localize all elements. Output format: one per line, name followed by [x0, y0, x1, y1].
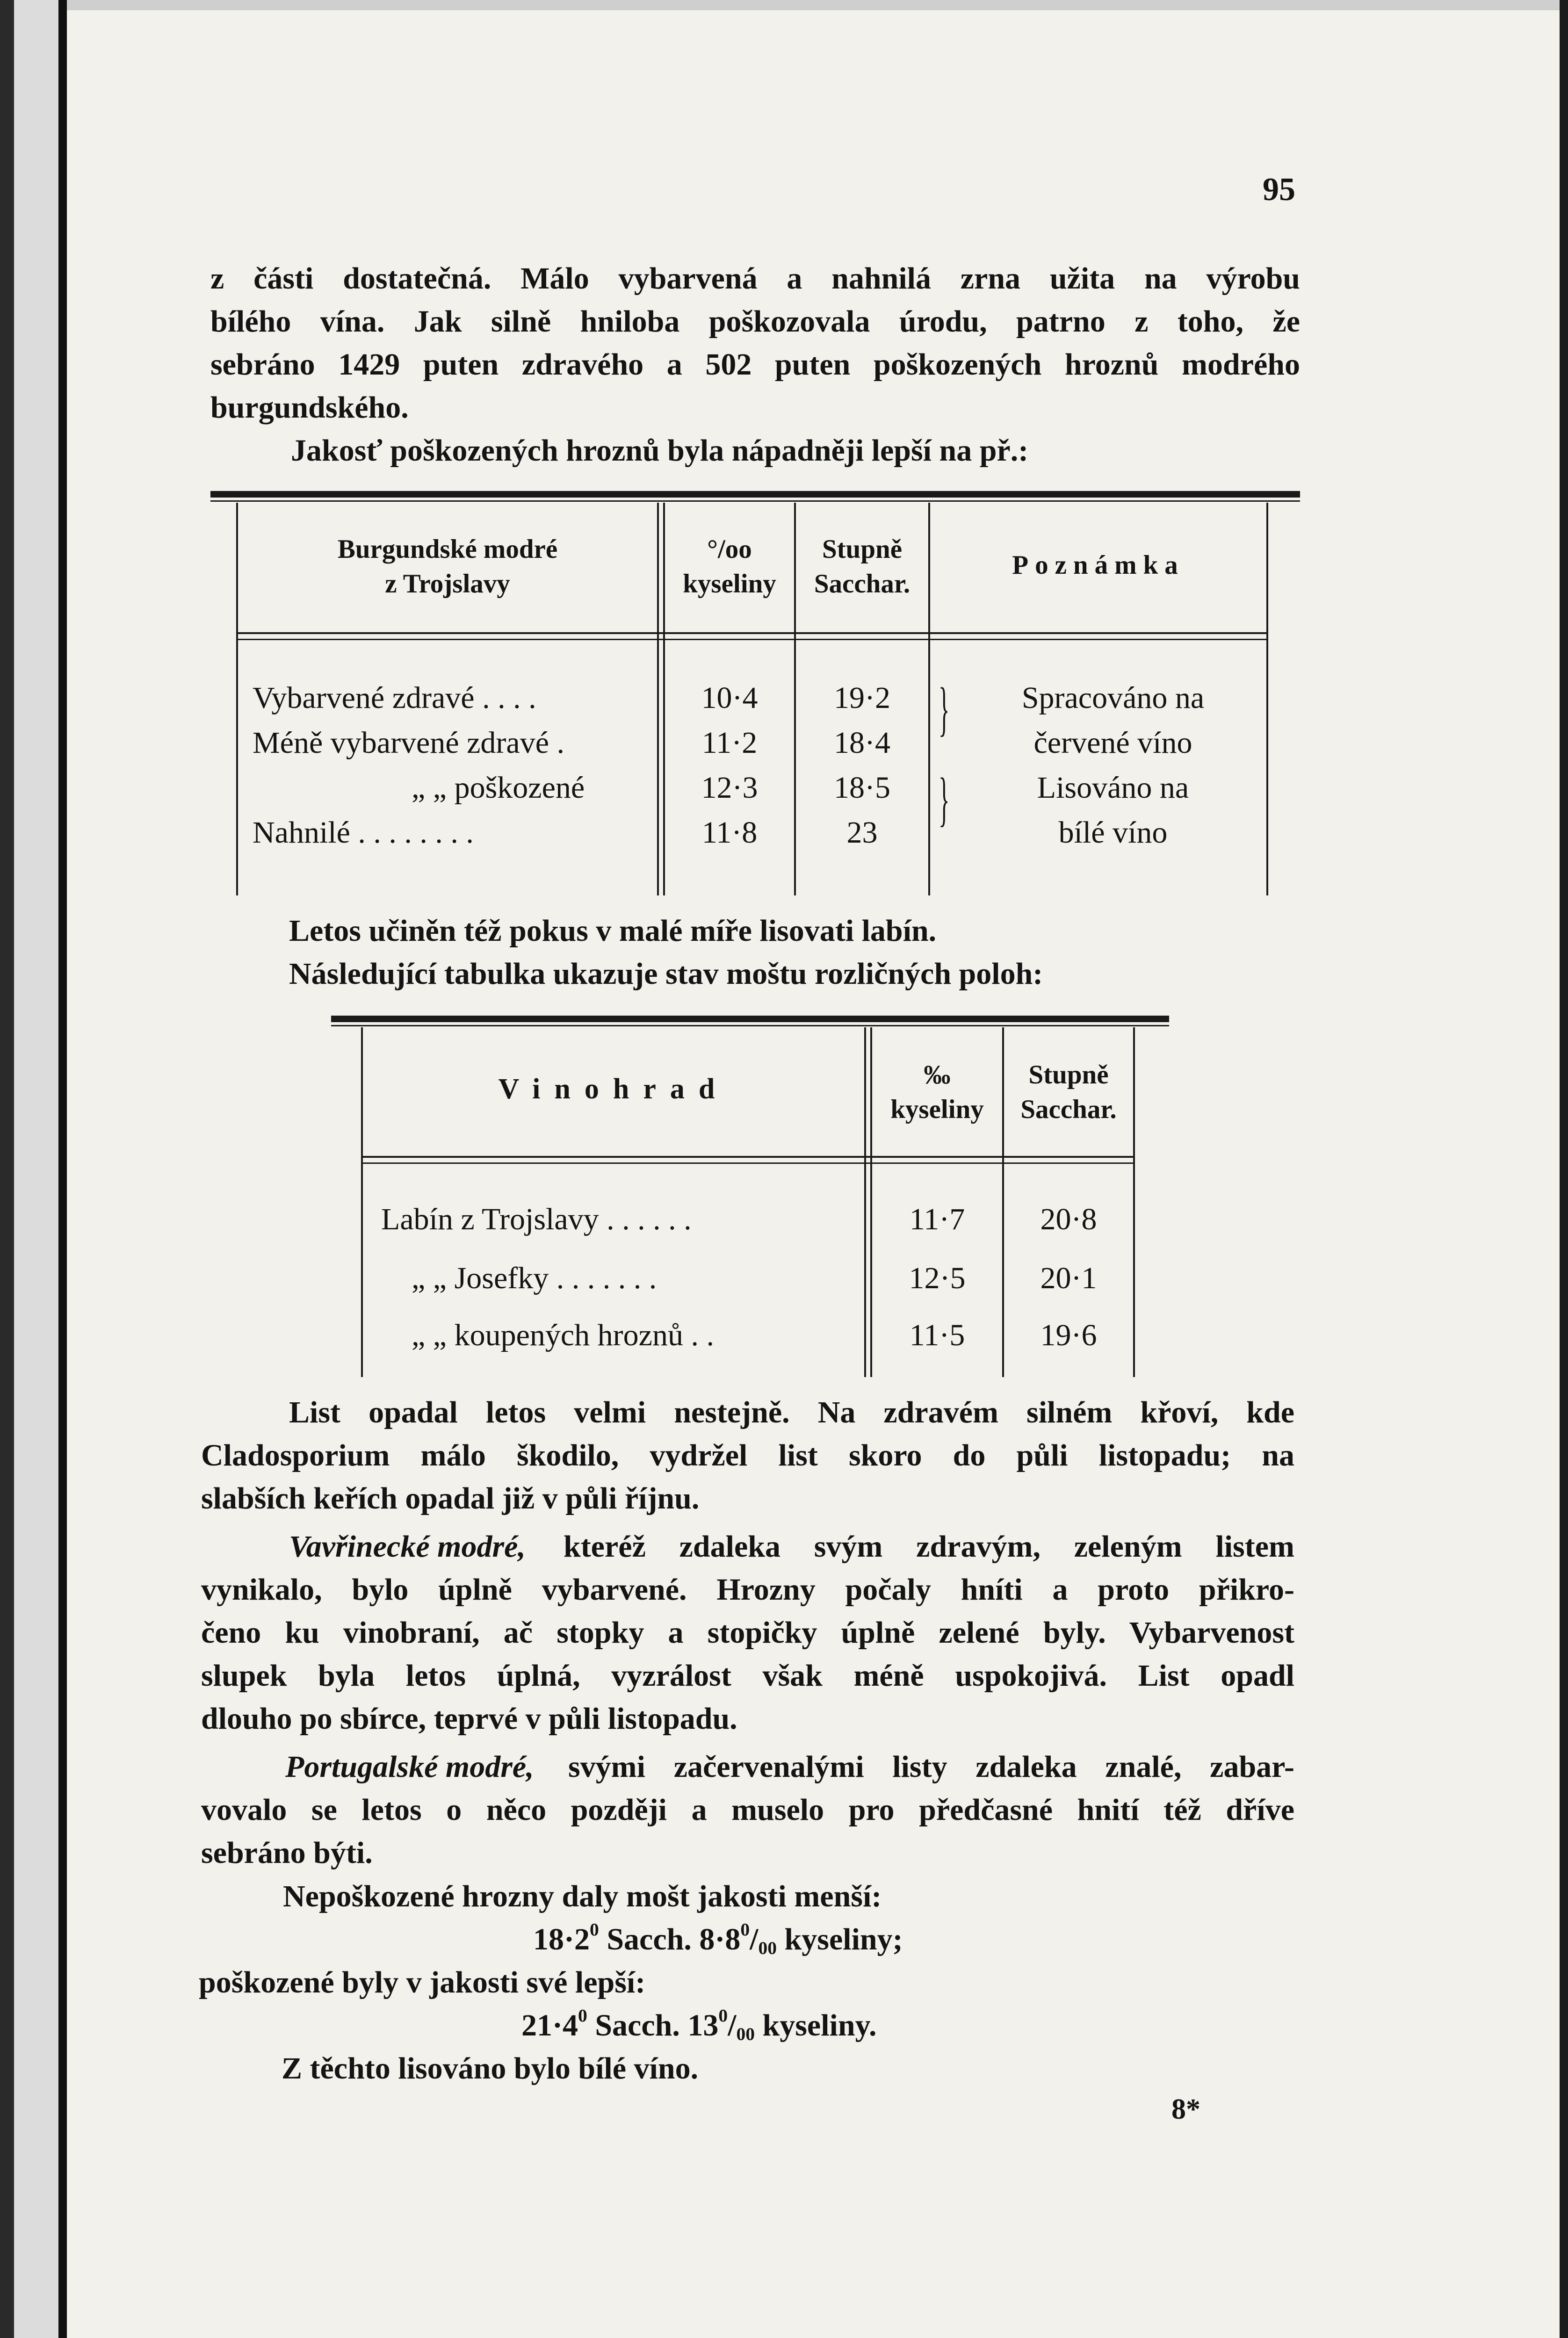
col-header-acidity: °/oo kyseliny [683, 534, 776, 599]
table-cell-acidity: 12·5 [909, 1261, 966, 1295]
table-top-rule [210, 491, 1300, 498]
measurement-1: $18\cdot 2^0$ Sacch. $8\cdot 8^0/_{00}$ kyseliny; [533, 1919, 903, 1958]
binding-line [58, 0, 67, 2338]
text-line: slupek byla letos úplná, vyzrálost však méně uspokojivá. List opadl [201, 1659, 1294, 1693]
table-top-rule [331, 1016, 1169, 1022]
table-top-rule-thin [331, 1025, 1169, 1026]
col-header-sugar: Stupně Sacchar. [1020, 1060, 1117, 1124]
table-row-label: Labín z Trojslavy . . . . . . [381, 1202, 692, 1236]
table-cell-acidity: 11·7 [909, 1202, 965, 1236]
table-header-rule-thin [363, 1162, 1135, 1164]
table-cell-sugar: 23 [846, 815, 878, 850]
table-cell-sugar: 20·1 [1040, 1261, 1097, 1295]
text-line: sebráno býti. [201, 1836, 373, 1870]
table-row-label: Vybarvené zdravé . . . . [253, 681, 536, 715]
scan-edge-left [0, 0, 14, 2338]
paragraph-10: Z těchto lisováno bylo bílé víno. [282, 2051, 699, 2085]
scan-edge-right [1560, 0, 1568, 2338]
text-line: kteréž zdaleka svým zdravým, zeleným listem [564, 1530, 1294, 1564]
brace-right: } [939, 676, 950, 742]
brace-right: } [939, 766, 950, 832]
col-header-vineyard: Vinohrad [498, 1073, 729, 1105]
table-row-label: „ „ poškozené [412, 771, 585, 805]
col-header-variety: Burgundské modré z Trojslavy [337, 534, 558, 599]
paragraph-3: Letos učiněn též pokus v malé míře lisovati labín. [289, 914, 937, 948]
table-cell-acidity: 11·5 [909, 1318, 965, 1352]
text-line: z části dostatečná. Málo vybarvená a nahnilá zrna užita na výrobu [210, 261, 1300, 296]
text-line: Cladosporium málo škodilo, vydržel list skoro do půli listopadu; na [201, 1438, 1294, 1472]
signature-mark: 8* [1171, 2093, 1200, 2125]
table-vline [1266, 503, 1268, 895]
page-number: 95 [1263, 172, 1295, 208]
table-cell-sugar: 19·2 [834, 681, 890, 715]
table-cell-sugar: 18·4 [834, 726, 890, 760]
table-note: červené víno [1033, 726, 1192, 760]
table-vline [1133, 1027, 1135, 1377]
table-header-rule [236, 632, 1268, 634]
text-line: slabších keřích opadal již v půli říjnu. [201, 1481, 700, 1515]
col-header-acidity: ‰ kyseliny [890, 1060, 984, 1124]
page-gutter [14, 0, 58, 2338]
col-header-sugar: Stupně Sacchar. [814, 534, 910, 599]
table-row-label: Méně vybarvené zdravé . [253, 726, 564, 760]
table-cell-acidity: 11·8 [701, 815, 758, 850]
table-vline [657, 503, 659, 895]
paragraph-4: Následující tabulka ukazuje stav moštu rozličných poloh: [289, 957, 1043, 991]
text-line: sebráno 1429 puten zdravého a 502 puten poškozených hroznů modrého [210, 347, 1300, 382]
table-top-rule-thin [210, 500, 1300, 502]
text-line: čeno ku vinobraní, ač stopky a stopičky úplně zelené byly. Vybarvenost [201, 1616, 1294, 1650]
table-cell-acidity: 12·3 [701, 771, 758, 805]
text-line: burgundského. [210, 390, 409, 425]
text-line: vovalo se letos o něco později a muselo pro předčasné hnití též dříve [201, 1793, 1294, 1827]
variety-name-italic: Portugalské modré, [285, 1750, 534, 1784]
table-cell-acidity: 10·4 [701, 681, 758, 715]
table-cell-sugar: 20·8 [1040, 1202, 1097, 1236]
scan-edge-top [67, 0, 1568, 10]
paragraph-2: Jakosť poškozených hroznů byla nápadněji lepší na př.: [291, 433, 1029, 468]
table-note: Lisováno na [1037, 771, 1189, 805]
variety-name-italic: Vavřinecké modré, [289, 1530, 526, 1564]
table-cell-sugar: 19·6 [1040, 1318, 1097, 1352]
table-vline [864, 1027, 866, 1377]
paragraph-9: poškozené byly v jakosti své lepší: [199, 1965, 646, 1999]
table-note: bílé víno [1058, 815, 1168, 850]
table-row-label: „ „ Josefky . . . . . . . [412, 1261, 657, 1295]
table-cell-acidity: 11·2 [701, 726, 758, 760]
table-header-rule-thin [236, 639, 1268, 640]
text-line: dlouho po sbírce, teprvé v půli listopadu. [201, 1702, 737, 1736]
col-header-note: Poznámka [1012, 550, 1185, 580]
table-note: Spracováno na [1021, 681, 1205, 715]
table-cell-sugar: 18·5 [834, 771, 890, 805]
table-header-rule [363, 1156, 1135, 1158]
text-line: List opadal letos velmi nestejně. Na zdravém silném křoví, kde [289, 1395, 1294, 1429]
text-line: bílého vína. Jak silně hniloba poškozovala úrodu, patrno z toho, že [210, 304, 1300, 339]
measurement-2: $21\cdot 4^0$ Sacch. $13^0/_{00}$ kyseliny. [521, 2005, 877, 2044]
paragraph-8: Nepoškozené hrozny daly mošt jakosti menší: [283, 1879, 882, 1913]
text-line: vynikalo, bylo úplně vybarvené. Hrozny počaly hníti a proto přikro- [201, 1573, 1294, 1607]
text-line: svými začervenalými listy zdaleka znalé, zabar- [568, 1750, 1294, 1784]
table-row-label: „ „ koupených hroznů . . [412, 1318, 714, 1352]
table-row-label: Nahnilé . . . . . . . . [253, 815, 474, 850]
